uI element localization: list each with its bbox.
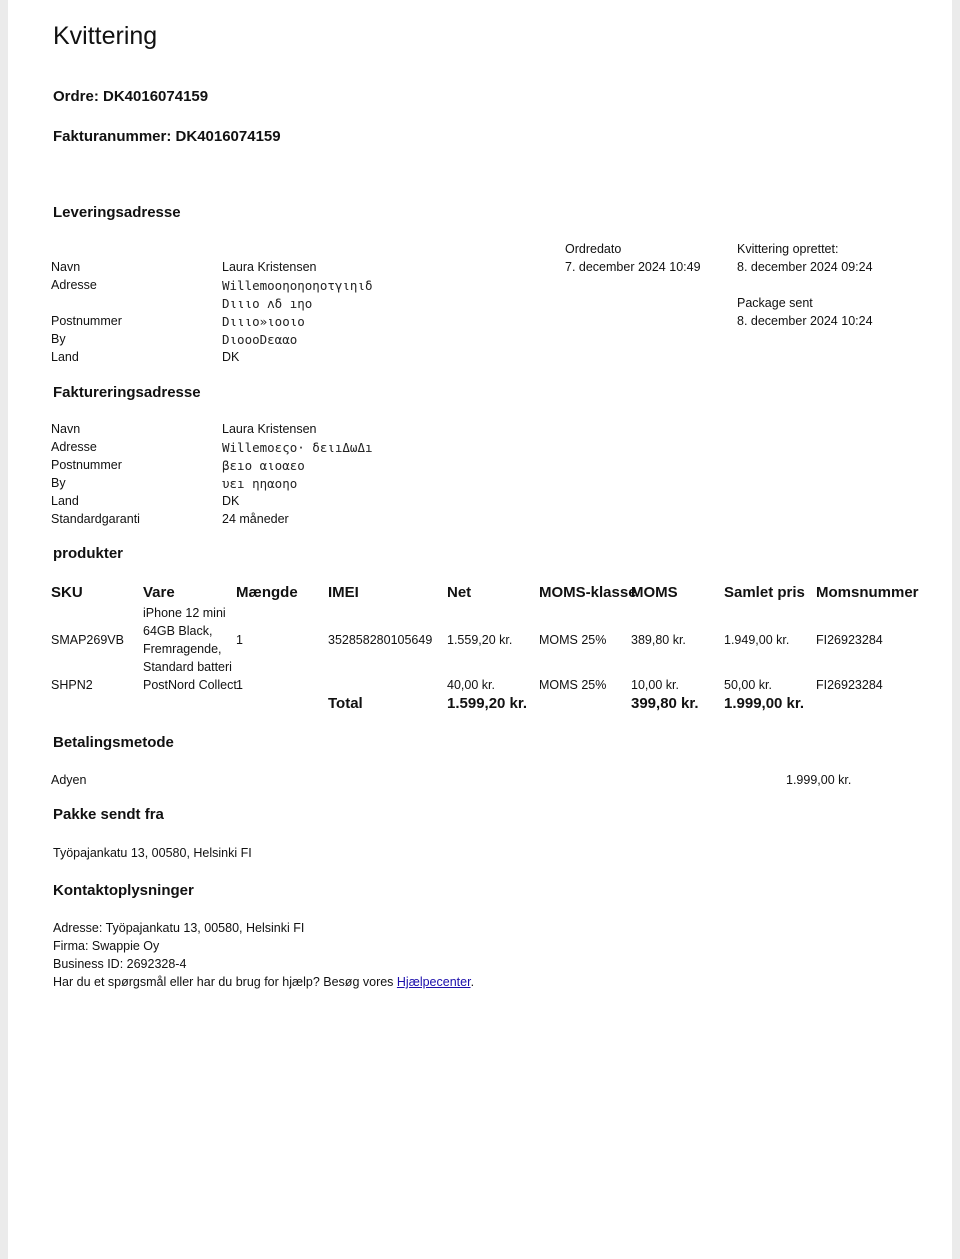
delivery-label-country: Land: [51, 350, 79, 364]
row2-vat-number: FI26923284: [816, 678, 883, 692]
col-qty: Mængde: [236, 584, 298, 601]
billing-label-country: Land: [51, 494, 79, 508]
total-label: Total: [328, 695, 363, 712]
delivery-label-postal: Postnummer: [51, 314, 122, 328]
col-vat-class: MOMS-klasse: [539, 584, 637, 601]
row1-item-line3: Fremragende,: [143, 642, 222, 656]
billing-warranty: 24 måneder: [222, 512, 289, 526]
row1-item-line4: Standard batteri: [143, 660, 232, 674]
receipt-page: [8, 0, 952, 1259]
col-sku: SKU: [51, 584, 83, 601]
delivery-label-address: Adresse: [51, 278, 97, 292]
total-net: 1.599,20 kr.: [447, 695, 528, 712]
billing-label-warranty: Standardgaranti: [51, 512, 140, 526]
products-heading: produkter: [53, 545, 124, 562]
delivery-address-line1: Willemοοηοηοηοτγιηιδ: [222, 278, 373, 293]
payment-heading: Betalingsmetode: [53, 734, 174, 751]
row1-total: 1.949,00 kr.: [724, 633, 790, 647]
contact-heading: Kontaktoplysninger: [53, 882, 194, 899]
row1-qty: 1: [236, 633, 243, 647]
help-center-link[interactable]: Hjælpecenter: [396, 975, 471, 989]
row1-vat-number: FI26923284: [816, 633, 883, 647]
row2-vat-class: MOMS 25%: [539, 678, 607, 692]
row1-item-line1: iPhone 12 mini: [143, 606, 226, 620]
row2-vat: 10,00 kr.: [631, 678, 679, 692]
order-date-label: Ordredato: [565, 242, 622, 256]
delivery-label-name: Navn: [51, 260, 81, 274]
receipt-created-value: 8. december 2024 09:24: [737, 260, 873, 274]
billing-city: υεı ηηαοηο: [222, 476, 298, 491]
delivery-label-city: By: [51, 332, 66, 346]
row1-imei: 352858280105649: [328, 633, 433, 647]
row1-sku: SMAP269VB: [51, 633, 124, 647]
contact-help-end: .: [470, 975, 475, 989]
billing-heading: Faktureringsadresse: [53, 384, 201, 401]
invoice-number: Fakturanummer: DK4016074159: [53, 128, 281, 145]
order-date-value: 7. december 2024 10:49: [565, 260, 701, 274]
billing-country: DK: [222, 494, 240, 508]
receipt-created-label: Kvittering oprettet:: [737, 242, 839, 256]
delivery-address-line2: Dιιιο ʌδ ıηο: [222, 296, 313, 311]
delivery-postal: Dιιιο»ιοοιο: [222, 314, 305, 329]
row2-qty: 1: [236, 678, 243, 692]
row2-item: PostNord Collect: [143, 678, 237, 692]
col-net: Net: [447, 584, 472, 601]
billing-label-postal: Postnummer: [51, 458, 122, 472]
row1-item-line2: 64GB Black,: [143, 624, 213, 638]
col-vat-number: Momsnummer: [816, 584, 919, 601]
col-total: Samlet pris: [724, 584, 805, 601]
package-sent-value: 8. december 2024 10:24: [737, 314, 873, 328]
contact-business-id: Business ID: 2692328-4: [53, 957, 187, 971]
billing-address: Willemοεςο· δειıΔωΔı: [222, 440, 373, 455]
shipped-from-heading: Pakke sendt fra: [53, 806, 164, 823]
package-sent-label: Package sent: [737, 296, 813, 310]
contact-help-text: Har du et spørgsmål eller har du brug for hjælp? Besøg vores: [53, 975, 397, 989]
delivery-city: DιοοοDεααο: [222, 332, 298, 347]
shipped-from-address: Työpajankatu 13, 00580, Helsinki FI: [53, 846, 252, 860]
contact-address: Adresse: Työpajankatu 13, 00580, Helsinki FI: [53, 921, 305, 935]
row2-net: 40,00 kr.: [447, 678, 495, 692]
payment-method: Adyen: [51, 773, 87, 787]
row1-vat: 389,80 kr.: [631, 633, 686, 647]
contact-help-line: [53, 975, 474, 989]
billing-name: Laura Kristensen: [222, 422, 317, 436]
row1-vat-class: MOMS 25%: [539, 633, 607, 647]
total-sum: 1.999,00 kr.: [724, 695, 805, 712]
order-number: Ordre: DK4016074159: [53, 88, 209, 105]
billing-postal: βεıο αιοαεο: [222, 458, 305, 473]
billing-label-name: Navn: [51, 422, 81, 436]
row1-net: 1.559,20 kr.: [447, 633, 513, 647]
page-title: Kvittering: [53, 22, 158, 50]
delivery-heading: Leveringsadresse: [53, 204, 181, 221]
row2-sku: SHPN2: [51, 678, 93, 692]
payment-amount: 1.999,00 kr.: [786, 773, 852, 787]
contact-company: Firma: Swappie Oy: [53, 939, 160, 953]
row2-total: 50,00 kr.: [724, 678, 772, 692]
delivery-country: DK: [222, 350, 240, 364]
total-vat: 399,80 kr.: [631, 695, 699, 712]
delivery-name: Laura Kristensen: [222, 260, 317, 274]
col-vat: MOMS: [631, 584, 678, 601]
col-imei: IMEI: [328, 584, 359, 601]
billing-label-city: By: [51, 476, 66, 490]
billing-label-address: Adresse: [51, 440, 97, 454]
col-item: Vare: [143, 584, 175, 601]
